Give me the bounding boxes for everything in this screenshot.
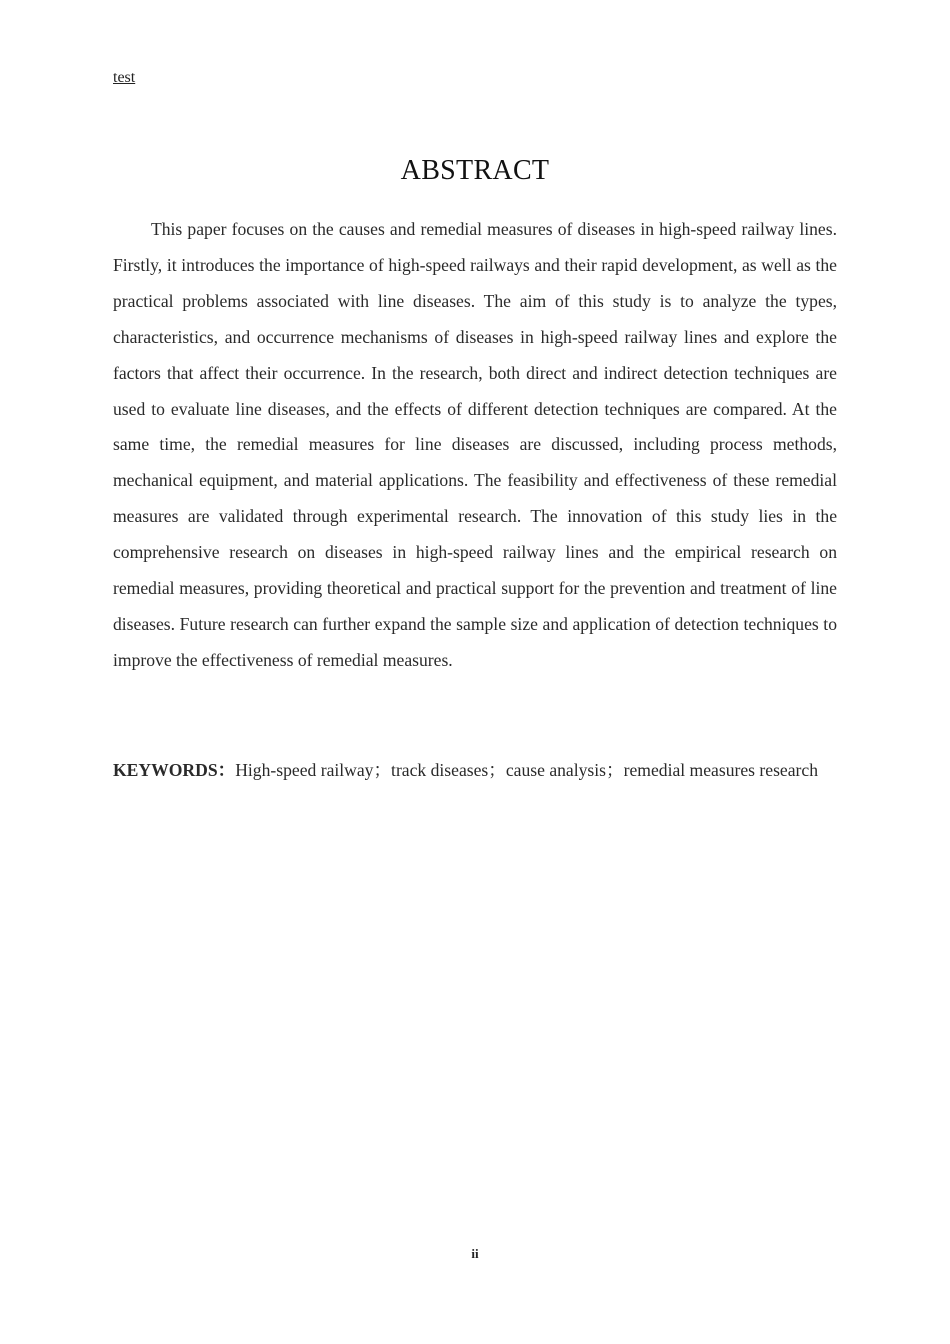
abstract-title: ABSTRACT xyxy=(400,154,550,186)
page-number: ii xyxy=(471,1246,479,1261)
keywords-label: KEYWORDS： xyxy=(113,760,236,780)
keywords-text: High-speed railway；track diseases；cause analysis；remedial measures research xyxy=(235,760,819,780)
abstract-body: This paper focuses on the causes and remedial measures of diseases in high-speed railway lines. Firstly, it introduces the importance of high-speed railways and their rapid development, as well as the practical problems associated with line diseases. The aim of this study is to analyze the types, characteristics, and occurrence mechanisms of diseases in high-speed railway lines and explore the factors that affect their occurrence. In the research, both direct and indirect detection techniques are used to evaluate line diseases, and the effects of different detection techniques are compared. At the same time, the remedial measures for line diseases are discussed, including process methods, mechanical equipment, and material applications. The feasibility and effectiveness of these remedial measures are validated through experimental research. The innovation of this study lies in the comprehensive research on diseases in high-speed railway lines and the empirical research on remedial measures, providing theoretical and practical support for the prevention and treatment of line diseases. Future research can further expand the sample size and application of detection techniques to improve the effectiveness of remedial measures. xyxy=(113,219,837,670)
page-header-text: test xyxy=(113,69,136,86)
keywords-paragraph xyxy=(113,753,837,789)
